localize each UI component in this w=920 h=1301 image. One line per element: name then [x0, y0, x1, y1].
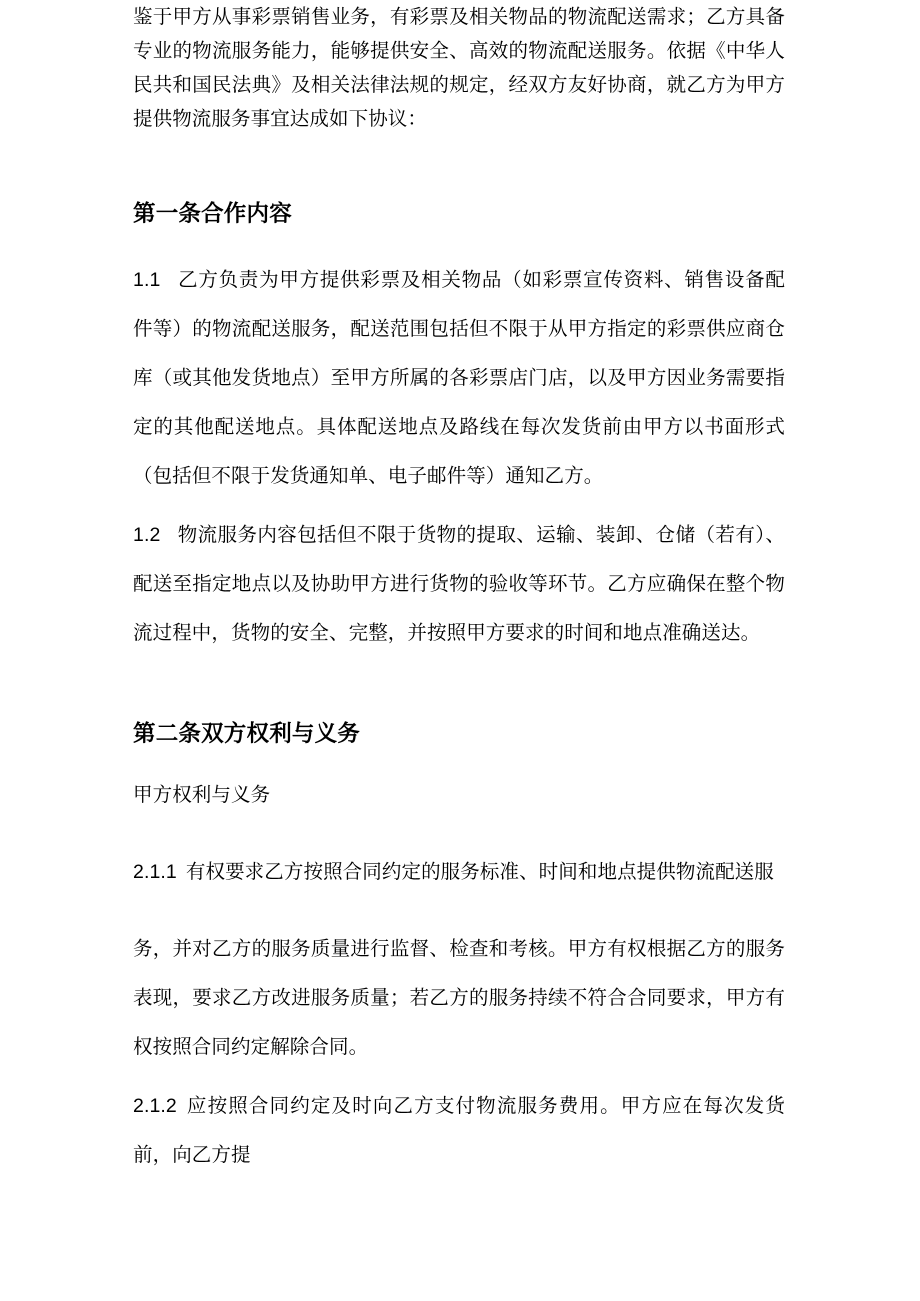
document-body: [133, 0, 785, 1180]
section-heading-article-2: 第二条双方权利与义务: [133, 721, 361, 746]
spacer: [133, 810, 785, 848]
spacer: [133, 750, 785, 780]
clause-number-1-1: 1.1: [133, 269, 161, 291]
clause-2-1-1-continuation: 务，并对乙方的服务质量进行监督、检查和考核。甲方有权根据乙方的服务表现，要求乙方改进服务质量；若乙方的服务持续不符合合同要求，甲方有权按照合同约定解除合同。: [133, 938, 785, 1058]
spacer: [133, 658, 785, 718]
clause-text-1-1: 乙方负责为甲方提供彩票及相关物品（如彩票宣传资料、销售设备配件等）的物流配送服务，配送范围包括但不限于从甲方指定的彩票供应商仓库（或其他发货地点）至甲方所属的各彩票店门店，以及甲方因业务需要指定的其他配送地点。具体配送地点及路线在每次发货前由甲方以书面形式（包括但不限于发货通知单、电子邮件等）通知乙方。: [133, 269, 785, 487]
clause-1-2: [133, 511, 785, 658]
spacer: [133, 136, 785, 198]
subsection-heading-party-a-rights: 甲方权利与义务: [133, 784, 271, 806]
spacer: [133, 1072, 785, 1082]
clause-number-1-2: 1.2: [133, 524, 161, 546]
section-heading-article-1: 第一条合作内容: [133, 201, 292, 226]
clause-text-2-1-1-line1: 有权要求乙方按照合同约定的服务标准、时间和地点提供物流配送服: [185, 861, 774, 883]
spacer: [133, 897, 785, 925]
clause-text-2-1-2: 应按照合同约定及时向乙方支付物流服务费用。甲方应在每次发货前，向乙方提: [133, 1095, 785, 1166]
spacer: [133, 501, 785, 511]
spacer: [133, 230, 785, 256]
clause-number-2-1-2: 2.1.2: [133, 1095, 177, 1117]
clause-2-1-1-first-line: [133, 848, 785, 897]
clause-2-1-2: [133, 1082, 785, 1180]
recital-paragraph: 鉴于甲方从事彩票销售业务，有彩票及相关物品的物流配送需求；乙方具备专业的物流服务能力，能够提供安全、高效的物流配送服务。依据《中华人民共和国民法典》及相关法律法规的规定，经双方友好协商，就乙方为甲方提供物流服务事宜达成如下协议：: [133, 6, 785, 130]
clause-text-1-2: 物流服务内容包括但不限于货物的提取、运输、装卸、仓储（若有）、配送至指定地点以及协助甲方进行货物的验收等环节。乙方应确保在整个物流过程中，货物的安全、完整，并按照甲方要求的时间和地点准确送达。: [133, 524, 785, 644]
clause-number-2-1-1: 2.1.1: [133, 861, 177, 883]
clause-1-1: [133, 256, 785, 501]
